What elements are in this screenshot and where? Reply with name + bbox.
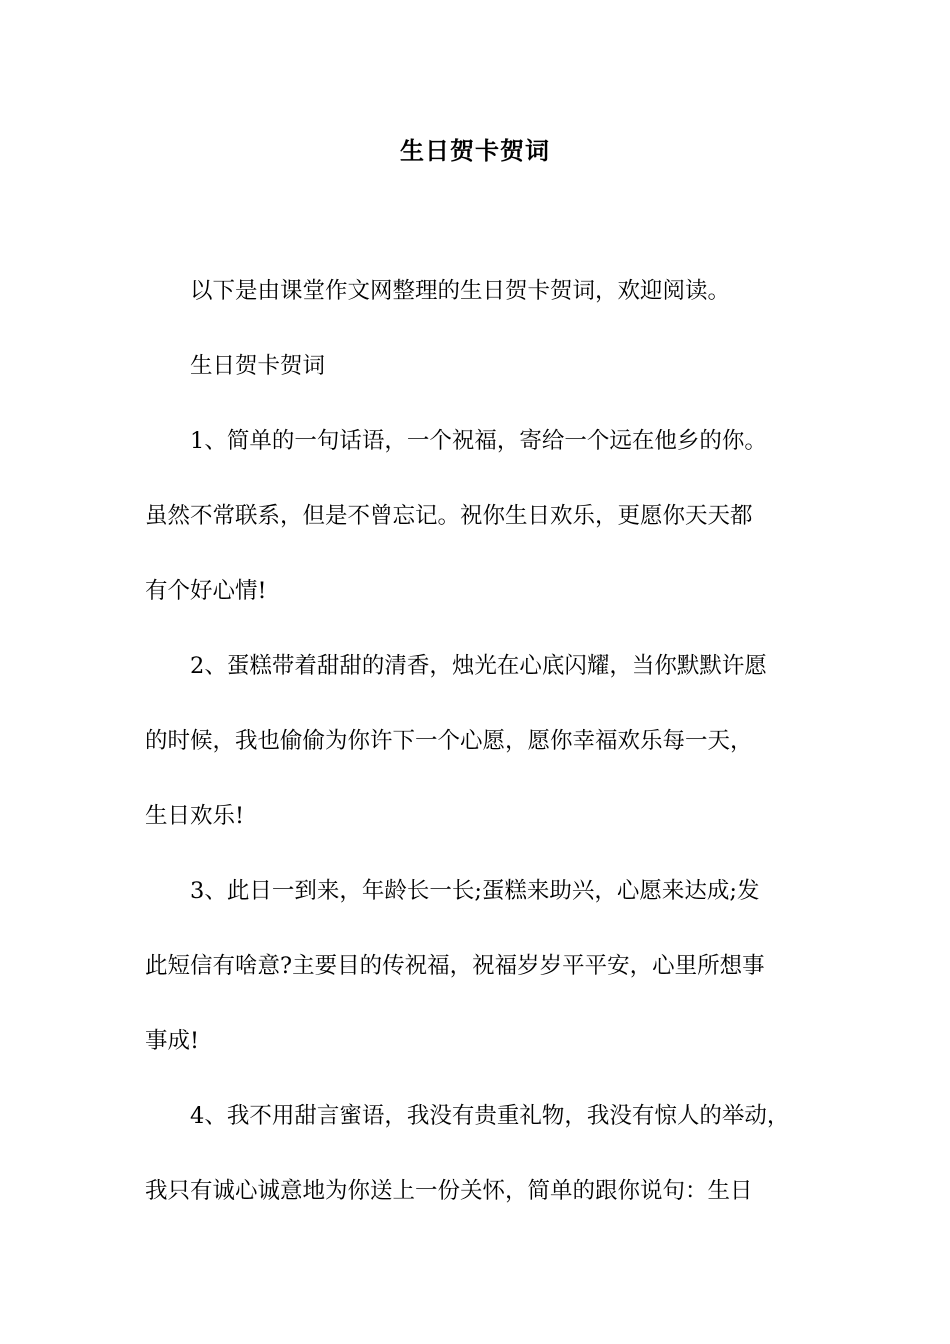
greeting-paragraph-3: 3、此日一到来，年龄长一长;蛋糕来助兴，心愿来达成;发 此短信有啥意?主要目的传祝福，祝福岁岁平平安，心里所想事 事成!	[145, 878, 765, 1054]
greeting-paragraph-4: 4、我不用甜言蜜语，我没有贵重礼物，我没有惊人的举动， 我只有诚心诚意地为你送上一份关怀，简单的跟你说句：生日	[145, 1103, 790, 1204]
document-body	[145, 254, 820, 1229]
greeting-paragraph-1: 1、简单的一句话语，一个祝福，寄给一个远在他乡的你。 虽然不常联系，但是不曾忘记。祝你生日欢乐，更愿你天天都 有个好心情!	[145, 428, 767, 604]
intro-paragraph: 以下是由课堂作文网整理的生日贺卡贺词，欢迎阅读。	[190, 278, 731, 304]
section-heading: 生日贺卡贺词	[190, 353, 326, 379]
greeting-paragraph-2: 2、蛋糕带着甜甜的清香，烛光在心底闪耀，当你默默许愿 的时候，我也偷偷为你许下一个心愿，愿你幸福欢乐每一天， 生日欢乐!	[145, 653, 767, 829]
document-title: 生日贺卡贺词	[400, 136, 550, 165]
